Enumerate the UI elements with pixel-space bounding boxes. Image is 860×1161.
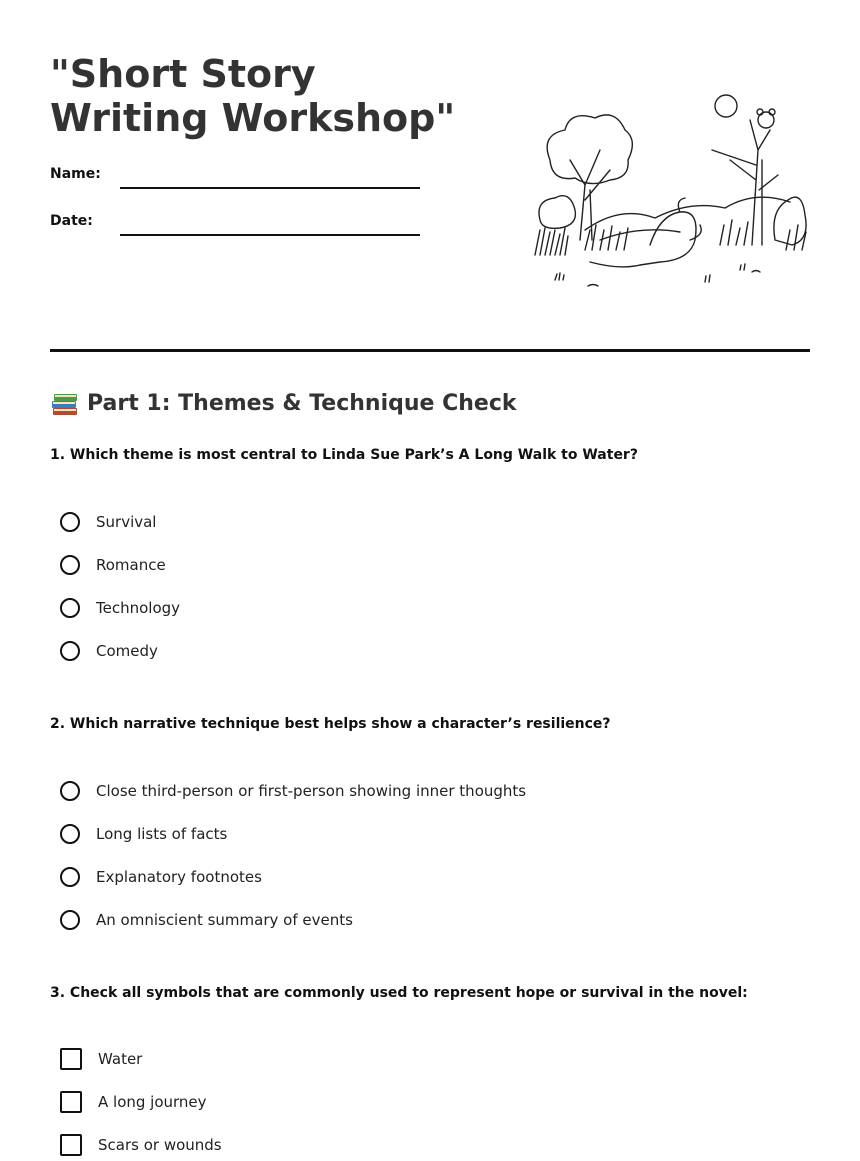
radio-button[interactable]: [60, 641, 80, 661]
q2-option-footnotes[interactable]: [60, 865, 262, 889]
option-label: Survival: [96, 513, 157, 531]
radio-button[interactable]: [60, 512, 80, 532]
name-field[interactable]: [120, 187, 420, 189]
checkbox[interactable]: [60, 1048, 82, 1070]
option-label: Water: [98, 1050, 143, 1068]
radio-button[interactable]: [60, 598, 80, 618]
option-label: Comedy: [96, 642, 158, 660]
question-2: 2. Which narrative technique best helps show a character’s resilience?: [50, 716, 611, 732]
q2-option-inner-thoughts[interactable]: [60, 779, 526, 803]
q2-option-omniscient-summary[interactable]: [60, 908, 353, 932]
books-icon: [50, 391, 80, 417]
radio-button[interactable]: [60, 781, 80, 801]
name-label: Name:: [50, 166, 101, 182]
radio-button[interactable]: [60, 824, 80, 844]
q3-option-water[interactable]: [60, 1047, 142, 1071]
option-label: Scars or wounds: [98, 1136, 222, 1154]
radio-button[interactable]: [60, 867, 80, 887]
option-label: Explanatory footnotes: [96, 868, 262, 886]
radio-button[interactable]: [60, 555, 80, 575]
question-3: 3. Check all symbols that are commonly used to represent hope or survival in the novel:: [50, 985, 748, 1001]
q1-option-technology[interactable]: [60, 596, 180, 620]
option-label: An omniscient summary of events: [96, 911, 353, 929]
q1-option-romance[interactable]: [60, 553, 166, 577]
checkbox[interactable]: [60, 1134, 82, 1156]
worksheet-title: "Short Story Writing Workshop": [50, 52, 456, 140]
q2-option-lists-of-facts[interactable]: [60, 822, 227, 846]
q1-option-survival[interactable]: [60, 510, 156, 534]
question-1: 1. Which theme is most central to Linda Sue Park’s A Long Walk to Water?: [50, 447, 638, 463]
q1-option-comedy[interactable]: [60, 639, 158, 663]
date-field[interactable]: [120, 234, 420, 236]
option-label: Long lists of facts: [96, 825, 228, 843]
radio-button[interactable]: [60, 910, 80, 930]
checkbox[interactable]: [60, 1091, 82, 1113]
part1-title: [50, 390, 517, 418]
option-label: Close third-person or first-person showing inner thoughts: [96, 782, 527, 800]
header-divider: [50, 349, 810, 352]
part1-title-text: Part 1: Themes & Technique Check: [87, 391, 517, 416]
option-label: A long journey: [98, 1093, 207, 1111]
q3-option-scars[interactable]: [60, 1133, 222, 1157]
option-label: Romance: [96, 556, 166, 574]
option-label: Technology: [96, 599, 181, 617]
q3-option-long-journey[interactable]: [60, 1090, 207, 1114]
date-label: Date:: [50, 213, 93, 229]
outback-landscape-illustration: [530, 90, 810, 290]
